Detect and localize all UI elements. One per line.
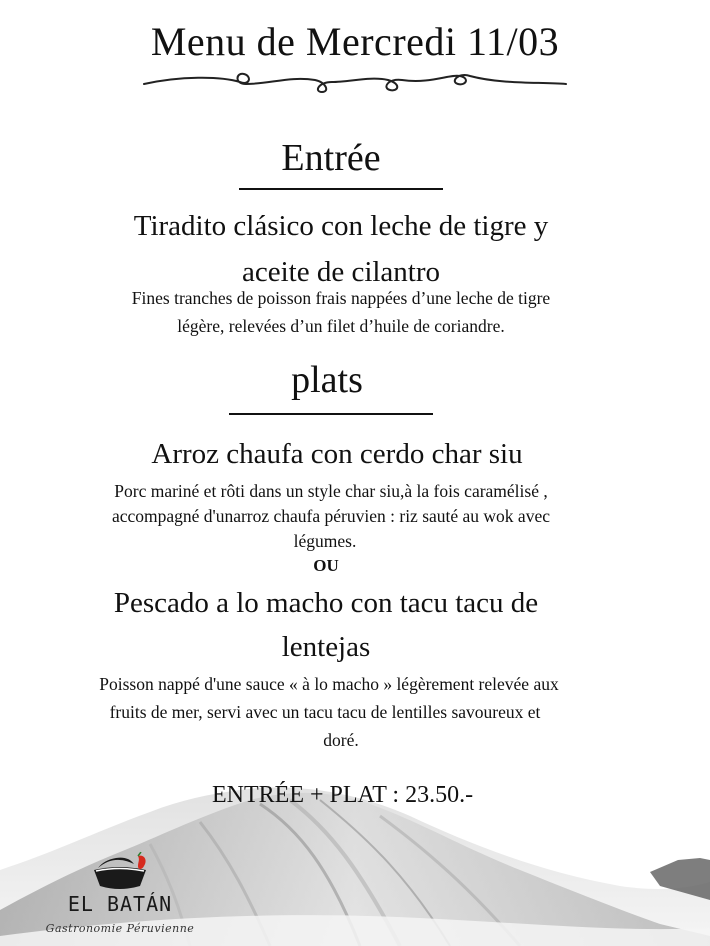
entree-desc-line2: légère, relevées d’un filet d’huile de coriandre. (177, 316, 505, 336)
logo-name: EL BATÁN (67, 892, 173, 916)
plats-heading: plats (291, 359, 363, 401)
plat2-desc-line2: fruits de mer, servi avec un tacu tacu de lentilles savoureux et (109, 702, 541, 722)
plats-heading-rule (229, 413, 433, 415)
entree-heading-rule (239, 188, 443, 190)
entree-dish-name-line2: aceite de cilantro (241, 256, 441, 288)
pot-chili-icon (88, 852, 152, 892)
entree-dish-name-line1: Tiradito clásico con leche de tigre y (133, 210, 549, 242)
plat1-desc-line3: légumes. (293, 531, 357, 551)
price-line: ENTRÉE + PLAT : 23.50.- (212, 782, 474, 808)
plat2-name-line2: lentejas (281, 631, 371, 663)
or-separator: OU (313, 556, 339, 575)
logo-tagline: Gastronomie Péruvienne (45, 922, 195, 935)
plat1-desc-line2: accompagné d'unarroz chaufa péruvien : riz sauté au wok avec (111, 506, 550, 526)
menu-title: Menu de Mercredi 11/03 (150, 19, 560, 64)
flourish-divider-icon (140, 64, 570, 98)
plat2-desc-line1: Poisson nappé d'une sauce « à lo macho » légèrement relevée aux (99, 674, 559, 694)
restaurant-logo (30, 850, 210, 946)
entree-desc-line1: Fines tranches de poisson frais nappées d’une leche de tigre (131, 288, 551, 308)
plat1-name: Arroz chaufa con cerdo char siu (151, 438, 523, 470)
plat1-desc-line1: Porc mariné et rôti dans un style char siu,à la fois caramélisé , (114, 481, 548, 501)
plat2-desc-line3: doré. (323, 730, 359, 750)
plat2-name-line1: Pescado a lo macho con tacu tacu de (113, 587, 539, 619)
entree-heading: Entrée (281, 137, 381, 179)
